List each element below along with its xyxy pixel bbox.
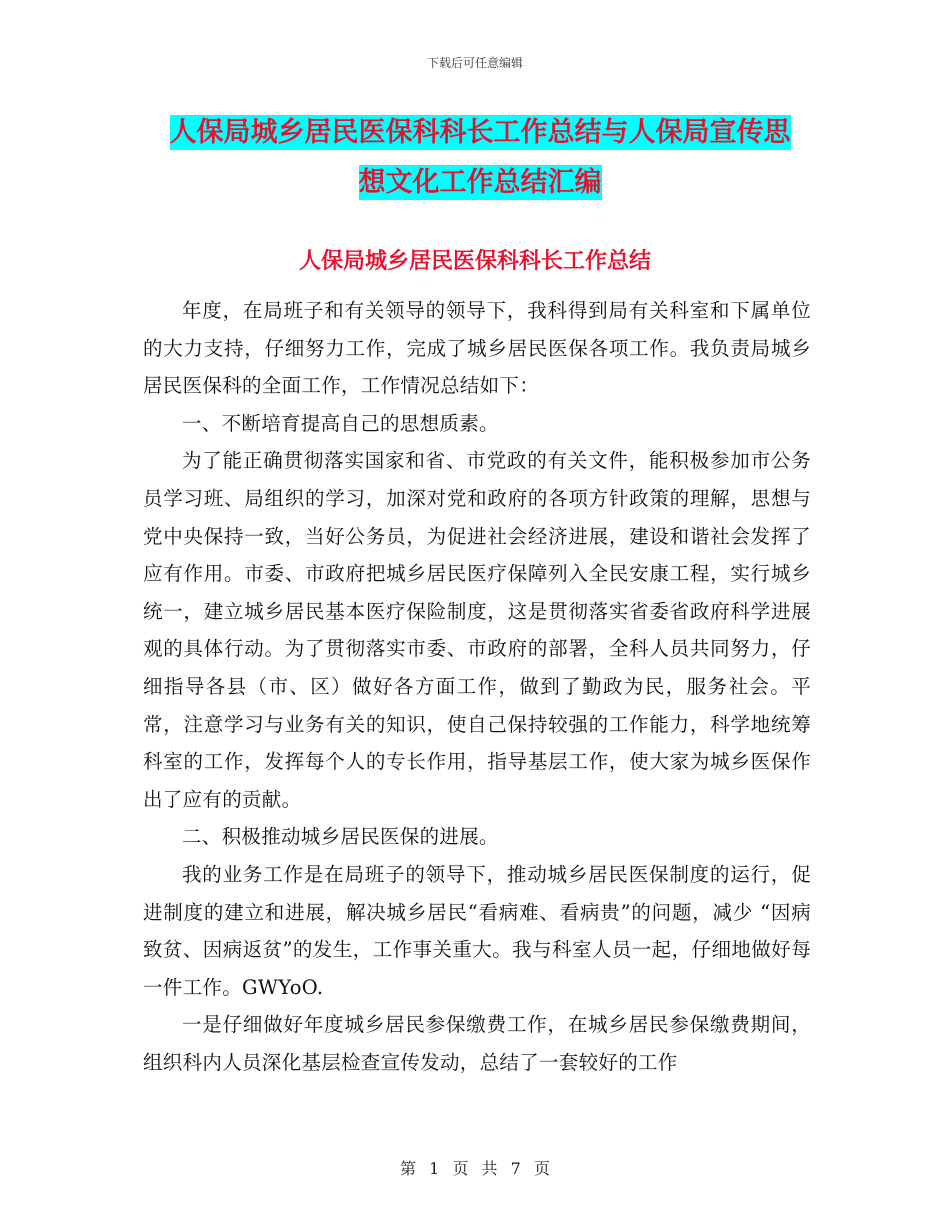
footer-current-page: 1	[429, 1159, 440, 1178]
paragraph: 为了能正确贯彻落实国家和省、市党政的有关文件，能积极参加市公务员学习班、局组织的学习，加深对党和政府的各项方针政策的理解，思想与党中央保持一致，当好公务员，为促进社会经济进展，建设和谐社会发挥了应有作用。市委、市政府把城乡居民医疗保障列入全民安康工程，实行城乡统一，建立城乡居民基本医疗保险制度，这是贯彻落实省委省政府科学进展观的具体行动。为了贯彻落实市委、市政府的部署，全科人员共同努力，仔细指导各县（市、区）做好各方面工作，做到了勤政为民，服务社会。平常，注意学习与业务有关的知识，使自己保持较强的工作能力，科学地统筹科室的工作，发挥每个人的专长作用，指导基层工作，使大家为城乡医保作出了应有的贡献。	[143, 449, 811, 811]
footer-label-unit: 页	[452, 1159, 469, 1178]
footer-total-pages: 7	[510, 1159, 521, 1178]
footer-label-unit2: 页	[533, 1159, 550, 1178]
footer-label-total: 共	[481, 1159, 498, 1178]
document-title	[140, 108, 820, 208]
page-footer	[0, 1156, 950, 1179]
paragraph: 年度，在局班子和有关领导的领导下，我科得到局有关科室和下属单位的大力支持，仔细努力工作，完成了城乡居民医保各项工作。我负责局城乡居民医保科的全面工作，工作情况总结如下：	[143, 299, 811, 398]
title-line-1: 人保局城乡居民医保科科长工作总结与人保局宣传思	[169, 117, 791, 148]
footer-label-page: 第	[400, 1159, 417, 1178]
section-title: 人保局城乡居民医保科科长工作总结	[298, 249, 651, 274]
paragraph: 我的业务工作是在局班子的领导下，推动城乡居民医保制度的运行，促进制度的建立和进展，解决城乡居民“看病难、看病贵”的问题，减少 “因病致贫、因病返贫”的发生，工作事关重大。我与科室人员一起，仔细地做好每一件工作。GWYoO.	[143, 862, 811, 999]
paragraph: 二、积极推动城乡居民医保的进展。	[182, 825, 499, 849]
body-text	[143, 292, 811, 1081]
title-line-2: 想文化工作总结汇编	[358, 167, 602, 198]
paragraph: 一是仔细做好年度城乡居民参保缴费工作，在城乡居民参保缴费期间，组织科内人员深化基层检查宣传发动，总结了一套较好的工作	[143, 1013, 811, 1074]
header-note: 下载后可任意编辑	[426, 56, 523, 70]
paragraph: 一、不断培育提高自己的思想质素。	[182, 411, 499, 435]
